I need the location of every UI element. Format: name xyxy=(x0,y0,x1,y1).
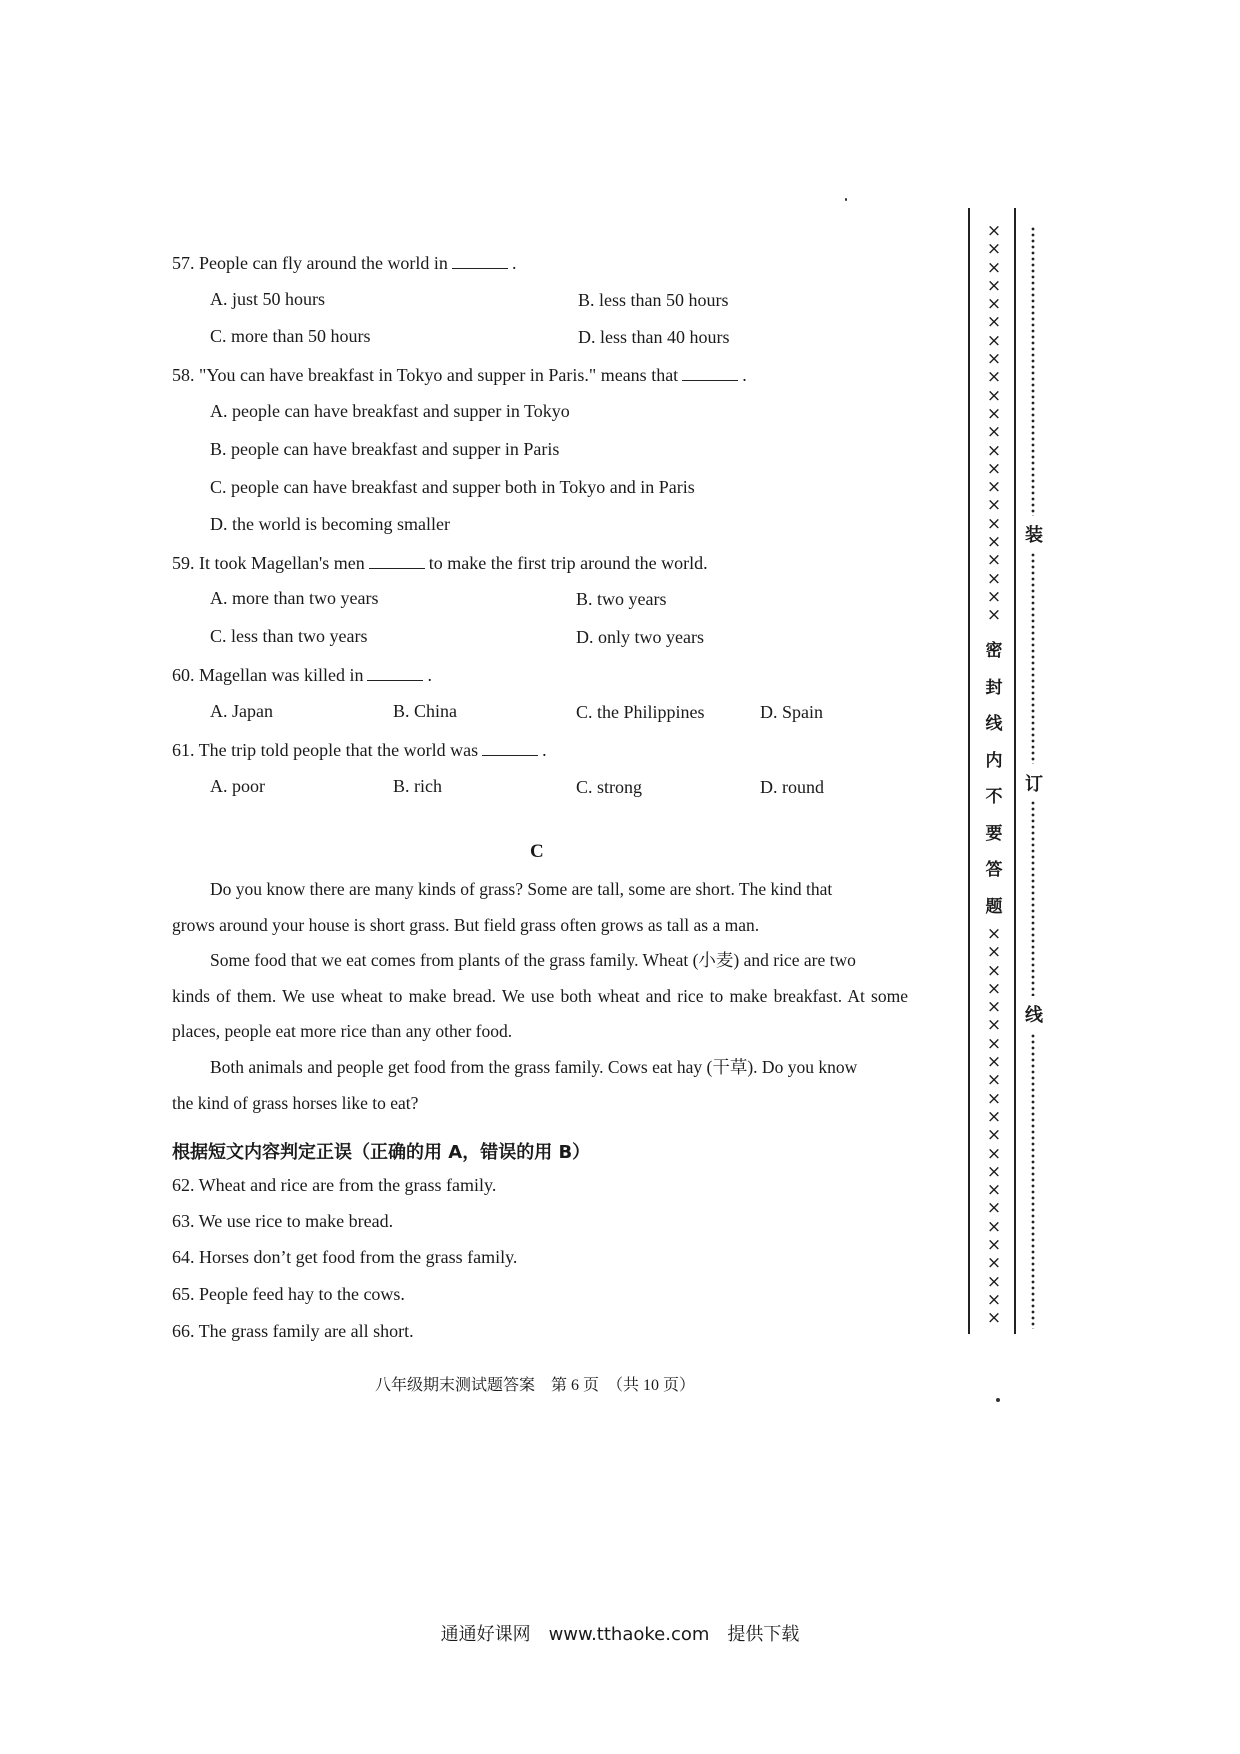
instruction-text: 根据短文内容判定正误（正确的用 A，错误的用 B） xyxy=(172,1142,591,1163)
question-tail: to make the first trip around the world. xyxy=(428,553,708,573)
binding-dotted-line xyxy=(1031,800,1035,996)
margin-rule-right xyxy=(1014,208,1016,1334)
x-mark: × xyxy=(986,1143,1002,1164)
x-mark: × xyxy=(986,495,1002,516)
x-mark: × xyxy=(986,257,1002,278)
question-text: 58. "You can have breakfast in Tokyo and supper in Paris." means that xyxy=(172,365,679,385)
x-mark: × xyxy=(986,1161,1002,1182)
option-57-d: D. less than 40 hours xyxy=(578,327,730,347)
seal-char: 线 xyxy=(985,714,1003,734)
x-mark: × xyxy=(986,605,1002,626)
paragraph-rest: grows around your house is short grass. But field grass often grows as tall as a man. xyxy=(172,914,760,935)
x-mark: × xyxy=(986,1125,1002,1146)
x-mark: × xyxy=(986,1088,1002,1109)
seal-char: 密 xyxy=(985,641,1003,661)
option-58-c: C. people can have breakfast and supper both in Tokyo and in Paris xyxy=(210,477,695,497)
x-mark: × xyxy=(986,924,1002,944)
paragraph-first-line: Both animals and people get food from the grass family. Cows eat hay (干草). Do you know xyxy=(210,1057,858,1077)
statement-66: 66. The grass family are all short. xyxy=(172,1321,414,1341)
question-60 xyxy=(172,664,432,686)
x-mark: × xyxy=(986,978,1002,999)
scan-speck xyxy=(996,1398,1000,1402)
question-tail: . xyxy=(511,253,517,273)
answer-blank xyxy=(452,252,508,269)
x-mark: × xyxy=(986,367,1002,388)
option-61-a: A. poor xyxy=(210,776,265,796)
question-59 xyxy=(172,552,708,574)
option-57-a: A. just 50 hours xyxy=(210,289,326,309)
option-58-b: B. people can have breakfast and supper in Paris xyxy=(210,439,560,459)
paragraph-first-line: Do you know there are many kinds of grass? Some are tall, some are short. The kind that xyxy=(210,879,833,899)
answer-blank xyxy=(369,552,425,569)
x-mark: × xyxy=(986,1289,1002,1310)
answer-blank xyxy=(682,364,738,381)
x-mark: × xyxy=(986,458,1002,479)
x-mark: × xyxy=(986,349,1002,370)
seal-char: 封 xyxy=(985,677,1003,698)
x-mark: × xyxy=(986,1015,1002,1036)
x-mark: × xyxy=(986,1052,1002,1073)
option-58-a: A. people can have breakfast and supper in Tokyo xyxy=(210,401,570,421)
passage-paragraph xyxy=(172,1050,908,1121)
binding-label-ding: 订 xyxy=(1025,774,1043,795)
x-mark: × xyxy=(986,1106,1002,1127)
binding-label-xian: 线 xyxy=(1025,1005,1043,1026)
option-60-d: D. Spain xyxy=(760,702,823,722)
option-59-b: B. two years xyxy=(576,589,667,609)
x-mark: × xyxy=(986,1198,1002,1219)
x-mark: × xyxy=(986,513,1002,534)
page-footer: 八年级期末测试题答案 第 6 页 （共 10 页） xyxy=(374,1377,695,1394)
x-mark: × xyxy=(986,385,1002,406)
x-mark: × xyxy=(986,294,1002,315)
x-mark: × xyxy=(986,403,1002,424)
option-59-d: D. only two years xyxy=(576,627,704,647)
option-60-b: B. China xyxy=(393,701,458,721)
question-tail: . xyxy=(427,665,432,685)
option-59-a: A. more than two years xyxy=(210,588,379,608)
x-mark: × xyxy=(986,330,1002,351)
seal-char: 不 xyxy=(985,787,1003,807)
section-heading: C xyxy=(530,841,544,862)
download-watermark: 通通好课网 www.tthaoke.com 提供下载 xyxy=(440,1624,800,1645)
question-57 xyxy=(172,252,516,274)
binding-dotted-line xyxy=(1031,552,1035,764)
option-59-c: C. less than two years xyxy=(210,626,368,646)
x-mark: × xyxy=(986,997,1002,1018)
question-tail: . xyxy=(742,365,747,385)
x-mark: × xyxy=(986,1070,1002,1091)
passage-paragraph xyxy=(172,943,908,1050)
x-mark: × xyxy=(986,1308,1002,1329)
x-mark: × xyxy=(986,1033,1002,1054)
option-57-b: B. less than 50 hours xyxy=(578,290,729,310)
option-60-a: A. Japan xyxy=(210,701,273,721)
statement-63: 63. We use rice to make bread. xyxy=(172,1211,394,1231)
answer-blank xyxy=(482,739,538,756)
paragraph-rest: kinds of them. We use wheat to make bread. We use both wheat and rice to make breakfast. At some places, people eat more rice than any other food. xyxy=(172,985,908,1041)
passage-paragraph xyxy=(172,872,908,943)
x-mark: × xyxy=(986,1271,1002,1292)
paragraph-first-line: Some food that we eat comes from plants of the grass family. Wheat (小麦) and rice are two xyxy=(210,950,856,970)
x-mark: × xyxy=(986,239,1002,260)
question-text: 60. Magellan was killed in xyxy=(172,665,364,685)
option-61-b: B. rich xyxy=(393,776,442,796)
x-mark: × xyxy=(986,1216,1002,1237)
x-mark: × xyxy=(986,477,1002,498)
seal-line-warning xyxy=(980,636,1008,928)
answer-blank xyxy=(367,664,423,681)
scan-speck xyxy=(845,198,847,201)
x-mark: × xyxy=(986,440,1002,461)
statement-62: 62. Wheat and rice are from the grass family. xyxy=(172,1175,497,1195)
option-61-d: D. round xyxy=(760,777,824,797)
seal-char: 答 xyxy=(985,860,1003,880)
option-61-c: C. strong xyxy=(576,777,643,797)
question-58 xyxy=(172,364,747,386)
x-mark: × xyxy=(986,960,1002,981)
paragraph-rest: the kind of grass horses like to eat? xyxy=(172,1092,419,1113)
x-mark: × xyxy=(986,568,1002,589)
question-text: 59. It took Magellan's men xyxy=(172,553,365,573)
binding-label-zhuang: 装 xyxy=(1025,525,1043,546)
x-mark: × xyxy=(986,942,1002,963)
option-57-c: C. more than 50 hours xyxy=(210,326,371,346)
x-mark: × xyxy=(986,1235,1002,1256)
x-mark: × xyxy=(986,221,1002,241)
statement-64: 64. Horses don’t get food from the grass family. xyxy=(172,1247,518,1267)
x-mark: × xyxy=(986,550,1002,571)
seal-char: 题 xyxy=(985,896,1003,917)
seal-char: 要 xyxy=(985,823,1003,844)
x-mark: × xyxy=(986,586,1002,607)
binding-dotted-line xyxy=(1031,1033,1035,1329)
question-tail: . xyxy=(542,740,547,760)
x-mark: × xyxy=(986,532,1002,553)
x-mark-column-top xyxy=(982,222,1006,625)
option-60-c: C. the Philippines xyxy=(576,702,705,722)
x-mark: × xyxy=(986,1180,1002,1201)
statement-65: 65. People feed hay to the cows. xyxy=(172,1284,405,1304)
seal-char: 内 xyxy=(985,750,1003,771)
binding-dotted-line xyxy=(1031,226,1035,516)
margin-rule-left xyxy=(968,208,970,1334)
x-mark: × xyxy=(986,312,1002,333)
x-mark: × xyxy=(986,1253,1002,1274)
option-58-d: D. the world is becoming smaller xyxy=(210,514,450,534)
question-text: 57. People can fly around the world in xyxy=(172,253,448,273)
x-mark: × xyxy=(986,275,1002,296)
x-mark-column-bottom xyxy=(982,925,1006,1328)
question-61 xyxy=(172,739,547,761)
question-text: 61. The trip told people that the world was xyxy=(172,740,479,760)
x-mark: × xyxy=(986,422,1002,443)
